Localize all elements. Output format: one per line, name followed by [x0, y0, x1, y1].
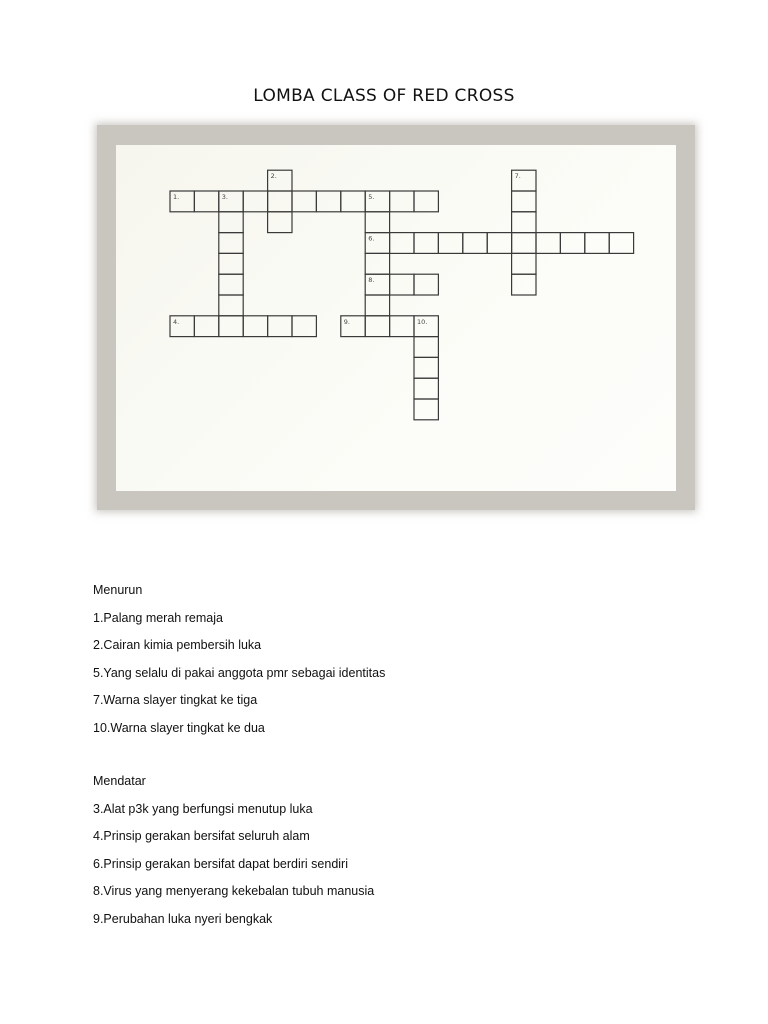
grid-cell-7 [341, 191, 365, 212]
grid-cell-18 [219, 316, 243, 337]
grid-number-2: 2. [270, 172, 277, 181]
grid-cell-37 [560, 233, 584, 254]
grid-cell-45 [414, 337, 438, 358]
grid-number-4: 4. [173, 317, 180, 326]
grid-number-1: 1. [173, 193, 180, 201]
down-clue-5: 5.Yang selalu di pakai anggota pmr sebagai identitas [93, 665, 386, 680]
across-heading: Mendatar [93, 774, 146, 788]
clue-list [93, 580, 385, 936]
crossword-photo [97, 125, 695, 510]
across-clue-8: 8.Virus yang menyerang kekebalan tubuh manusia [93, 884, 375, 898]
grid-number-8: 8. [368, 276, 375, 285]
down-clue-1: 1.Palang merah remaja [93, 610, 223, 625]
grid-cell-28 [365, 295, 389, 316]
grid-cell-16 [219, 274, 243, 295]
grid-cell-3 [243, 191, 267, 212]
grid-number-6: 6. [368, 234, 375, 243]
grid-cell-12 [268, 212, 292, 233]
across-clue-3: 3.Alat p3k yang berfungsi menutup luka [93, 801, 313, 816]
grid-cell-24 [365, 212, 389, 233]
grid-number-5: 5. [368, 193, 375, 201]
grid-cell-34 [487, 233, 511, 254]
grid-cell-30 [390, 233, 414, 254]
grid-cell-32 [438, 233, 462, 254]
grid-number-9: 9. [343, 317, 351, 326]
grid-cell-50 [512, 191, 536, 212]
grid-cell-23 [292, 316, 316, 337]
grid-cell-9 [390, 191, 414, 212]
down-clue-2: 2.Cairan kimia pembersih luka [93, 638, 262, 652]
grid-cell-40 [390, 274, 414, 295]
grid-cell-51 [512, 212, 536, 233]
grid-cell-14 [219, 233, 243, 254]
grid-cell-17 [219, 295, 243, 316]
grid-cell-48 [414, 399, 438, 420]
grid-cell-10 [414, 191, 438, 212]
down-clue-10: 10.Warna slayer tingkat ke dua [93, 720, 265, 735]
grid-cell-31 [414, 233, 438, 254]
grid-cell-47 [414, 378, 438, 399]
grid-cell-5 [292, 191, 316, 212]
grid-cell-15 [219, 253, 243, 274]
grid-number-3: 3. [221, 193, 229, 201]
grid-cell-52 [512, 253, 536, 274]
down-heading: Menurun [93, 583, 143, 597]
grid-number-7: 7. [514, 172, 521, 181]
grid-cell-26 [365, 253, 389, 274]
grid-cell-4 [268, 191, 292, 212]
crossword-paper [116, 145, 676, 491]
grid-cell-36 [536, 233, 560, 254]
grid-number-10: 10. [417, 317, 428, 326]
grid-cell-53 [512, 274, 536, 295]
crossword-grid [116, 145, 676, 491]
across-clue-4: 4.Prinsip gerakan bersifat seluruh alam [93, 829, 310, 843]
grid-cell-39 [609, 233, 633, 254]
page-title: LOMBA CLASS OF RED CROSS [253, 86, 515, 106]
across-clue-6: 6.Prinsip gerakan bersifat dapat berdiri sendiri [93, 856, 348, 871]
grid-cell-22 [268, 316, 292, 337]
across-clue-9: 9.Perubahan luka nyeri bengkak [93, 911, 273, 926]
grid-cell-21 [243, 316, 267, 337]
grid-cell-38 [585, 233, 609, 254]
grid-cell-46 [414, 357, 438, 378]
grid-cell-33 [463, 233, 487, 254]
grid-cell-43 [390, 316, 414, 337]
grid-cell-41 [414, 274, 438, 295]
grid-cell-13 [219, 212, 243, 233]
down-clue-7: 7.Warna slayer tingkat ke tiga [93, 693, 258, 707]
grid-cell-1 [194, 191, 218, 212]
grid-cell-35 [512, 233, 536, 254]
grid-cell-6 [316, 191, 340, 212]
grid-cell-29 [365, 316, 389, 337]
grid-cell-20 [194, 316, 218, 337]
